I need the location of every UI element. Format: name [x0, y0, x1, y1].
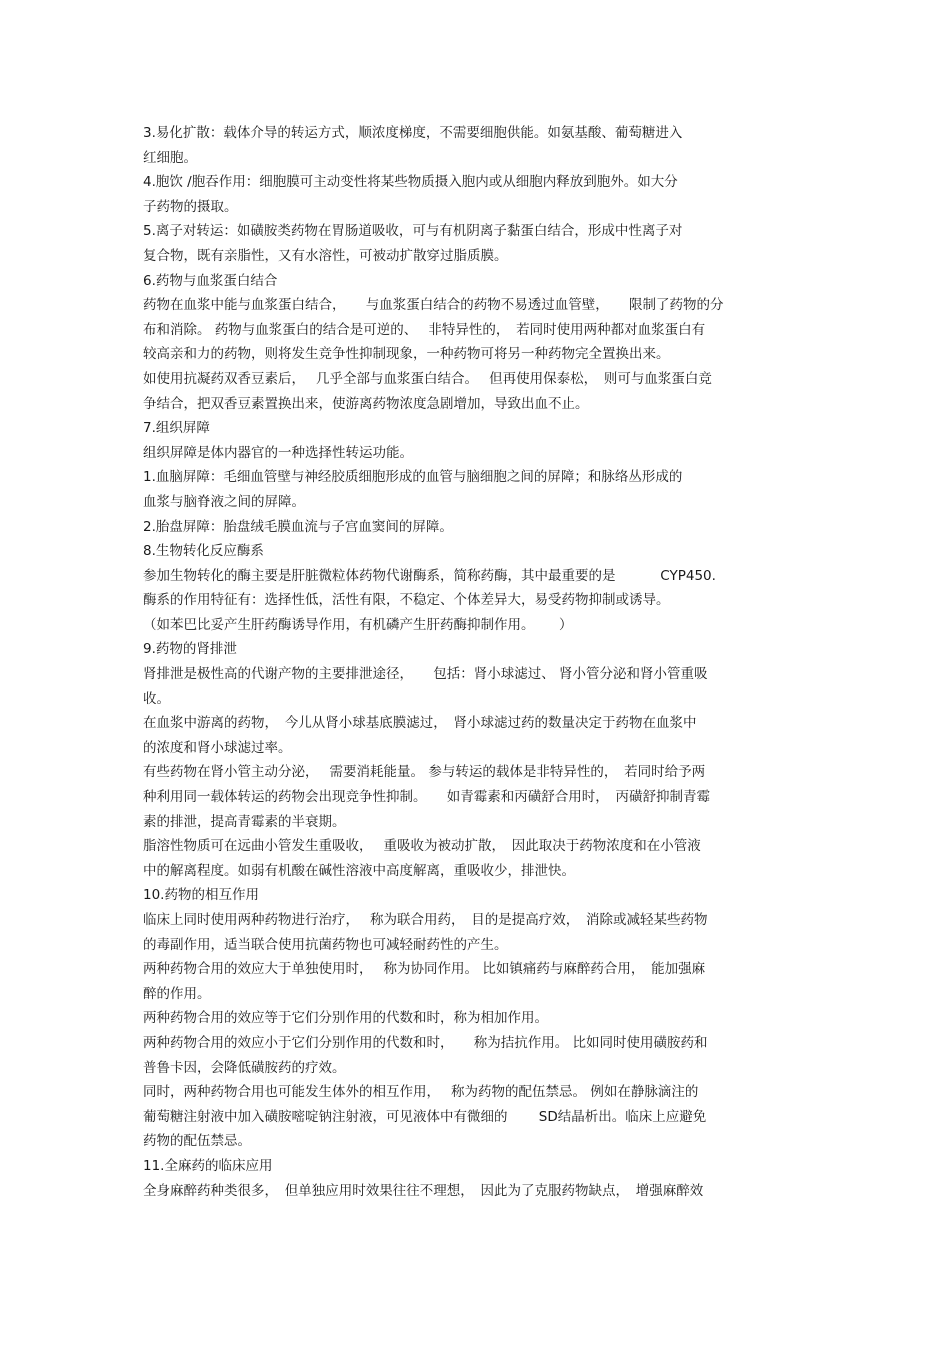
text-line: 较高亲和力的药物，则将发生竞争性抑制现象，一种药物可将另一种药物完全置换出来。: [143, 346, 670, 363]
text-line: 收。: [143, 690, 170, 707]
section-heading: 9.药物的肾排泄: [143, 641, 237, 658]
text-line: 有些药物在肾小管主动分泌， 需要消耗能量。 参与转运的载体是非特异性的， 若同时给予两: [143, 764, 706, 781]
text-line: 种利用同一载体转运的药物会出现竞争性抑制。 如青霉素和丙磺舒合用时， 丙磺舒抑制青霉: [143, 789, 710, 806]
text-line: 酶系的作用特征有：选择性低，活性有限，不稳定、个体差异大，易受药物抑制或诱导。: [143, 592, 670, 609]
text-line: 临床上同时使用两种药物进行治疗， 称为联合用药， 目的是提高疗效， 消除或减轻某些药物: [143, 912, 708, 928]
text-line: （如苯巴比妥产生肝药酶诱导作用，有机磷产生肝药酶抑制作用。 ）: [143, 616, 573, 633]
text-line: 5.离子对转运：如磺胺类药物在胃肠道吸收，可与有机阴离子黏蛋白结合，形成中性离子对: [143, 223, 683, 240]
text-line: 布和消除。 药物与血浆蛋白的结合是可逆的、 非特异性的， 若同时使用两种都对血浆蛋白有: [143, 321, 706, 338]
document-page: [143, 121, 808, 1203]
text-line: 3.易化扩散：载体介导的转运方式，顺浓度梯度，不需要细胞供能。如氨基酸、葡萄糖进入: [143, 125, 683, 141]
text-line: 药物的配伍禁忌。: [143, 1133, 251, 1150]
text-line: 红细胞。: [143, 149, 197, 166]
text-line: 素的排泄，提高青霉素的半衰期。: [143, 813, 346, 830]
text-line: 中的解离程度。如弱有机酸在碱性溶液中高度解离，重吸收少，排泄快。: [143, 862, 575, 879]
text-line: 的浓度和肾小球滤过率。: [143, 739, 292, 756]
text-line: 子药物的摄取。: [143, 198, 238, 215]
section-heading: 11.全麻药的临床应用: [143, 1157, 273, 1174]
text-line: 组织屏障是体内器官的一种选择性转运功能。: [143, 444, 413, 461]
text-line: 肾排泄是极性高的代谢产物的主要排泄途径， 包括：肾小球滤过、 肾小管分泌和肾小管重吸: [143, 666, 708, 683]
text-line: 同时，两种药物合用也可能发生体外的相互作用， 称为药物的配伍禁忌。 例如在静脉滴注的: [143, 1084, 699, 1101]
text-line: 两种药物合用的效应等于它们分别作用的代数和时，称为相加作用。: [143, 1010, 548, 1027]
section-heading: 6.药物与血浆蛋白结合: [143, 272, 278, 289]
text-line: 葡萄糖注射液中加入磺胺嘧啶钠注射液，可见液体中有微细的 SD结晶析出。临床上应避免: [143, 1108, 707, 1125]
section-heading: 7.组织屏障: [143, 420, 210, 437]
text-line: 4.胞饮 /胞吞作用：细胞膜可主动变性将某些物质摄入胞内或从细胞内释放到胞外。如大分: [143, 174, 678, 191]
text-line: 全身麻醉药种类很多， 但单独应用时效果往往不理想， 因此为了克服药物缺点， 增强麻醉效: [143, 1182, 704, 1199]
text-line: 争结合，把双香豆素置换出来，使游离药物浓度急剧增加，导致出血不止。: [143, 395, 589, 412]
text-line: 的毒副作用，适当联合使用抗菌药物也可减轻耐药性的产生。: [143, 936, 508, 953]
text-line: 血浆与脑脊液之间的屏障。: [143, 493, 305, 510]
text-line: 两种药物合用的效应大于单独使用时， 称为协同作用。 比如镇痛药与麻醉药合用， 能加强麻: [143, 961, 706, 978]
text-line: 复合物，既有亲脂性，又有水溶性，可被动扩散穿过脂质膜。: [143, 247, 508, 264]
text-line: 脂溶性物质可在远曲小管发生重吸收， 重吸收为被动扩散， 因此取决于药物浓度和在小管液: [143, 838, 701, 855]
text-line: 醉的作用。: [143, 985, 211, 1002]
section-heading: 8.生物转化反应酶系: [143, 543, 264, 560]
text-line: 参加生物转化的酶主要是肝脏微粒体药物代谢酶系，简称药酶，其中最重要的是 CYP450.: [143, 567, 716, 584]
text-line: 药物在血浆中能与血浆蛋白结合， 与血浆蛋白结合的药物不易透过血管壁， 限制了药物的分: [143, 297, 724, 314]
text-line: 在血浆中游离的药物， 今儿从肾小球基底膜滤过， 肾小球滤过药的数量决定于药物在血浆中: [143, 715, 697, 732]
text-line: 普鲁卡因，会降低磺胺药的疗效。: [143, 1059, 346, 1076]
text-line: 两种药物合用的效应小于它们分别作用的代数和时， 称为拮抗作用。 比如同时使用磺胺药和: [143, 1034, 708, 1051]
text-line: 2.胎盘屏障：胎盘绒毛膜血流与子宫血窦间的屏障。: [143, 518, 453, 535]
text-line: 1.血脑屏障：毛细血管壁与神经胶质细胞形成的血管与脑细胞之间的屏障；和脉络丛形成的: [143, 469, 683, 486]
section-heading: 10.药物的相互作用: [143, 887, 259, 904]
text-line: 如使用抗凝药双香豆素后， 几乎全部与血浆蛋白结合。 但再使用保泰松， 则可与血浆蛋白竞: [143, 370, 712, 387]
